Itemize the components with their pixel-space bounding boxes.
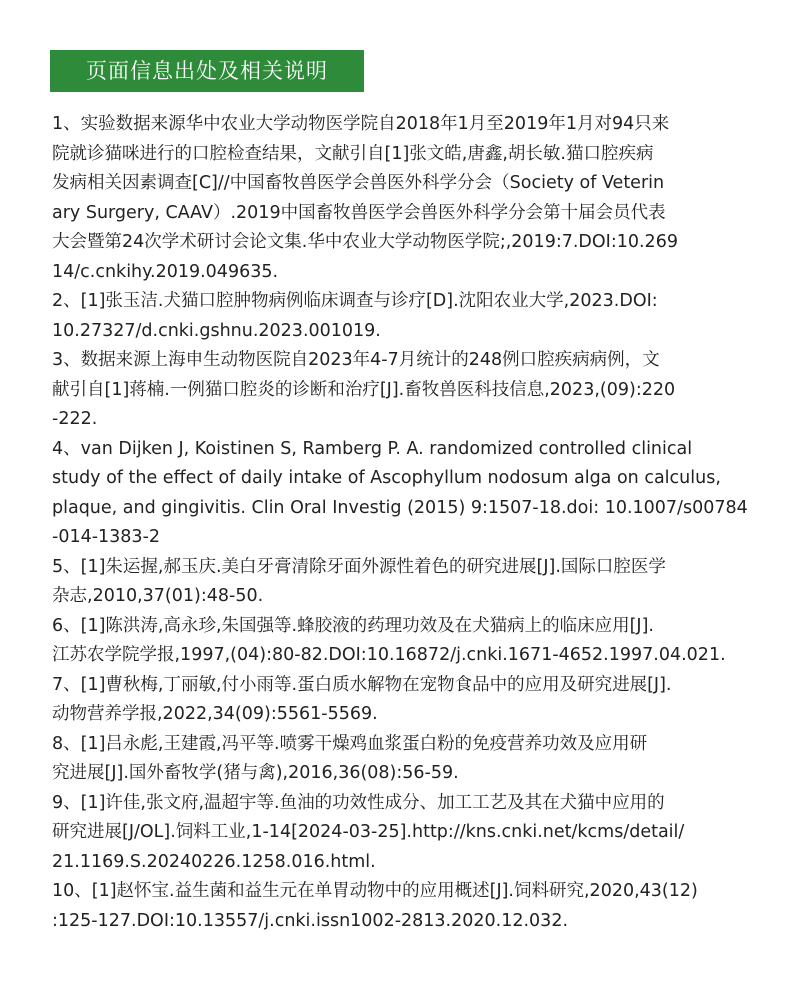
reference-line: 5、[1]朱运握,郝玉庆.美白牙膏清除牙面外源性着色的研究进展[J].国际口腔医学 xyxy=(52,556,666,577)
reference-line: 研究进展[J/OL].饲料工业,1-14[2024-03-25].http://kns.cnki.net/kcms/detail/ xyxy=(52,822,685,842)
reference-line: :125-127.DOI:10.13557/j.cnki.issn1002-2813.2020.12.032. xyxy=(52,910,569,931)
reference-item xyxy=(52,789,764,878)
reference-line: plaque, and gingivitis. Clin Oral Investig (2015) 9:1507-18.doi: 10.1007/s00784 xyxy=(52,497,748,518)
reference-line: -014-1383-2 xyxy=(52,527,161,547)
reference-item xyxy=(52,671,764,730)
reference-line: 3、数据来源上海申生动物医院自2023年4-7月统计的248例口腔疾病病例，文 xyxy=(52,350,660,370)
reference-line: 4、van Dijken J, Koistinen S, Ramberg P. A. randomized controlled clinical xyxy=(52,438,693,459)
reference-line: 究进展[J].国外畜牧学(猪与禽),2016,36(08):56-59. xyxy=(52,763,459,783)
reference-item xyxy=(52,110,764,287)
reference-line: study of the effect of daily intake of Ascophyllum nodosum alga on calculus, xyxy=(52,468,721,488)
reference-item xyxy=(52,553,764,612)
reference-line: 大会暨第24次学术研讨会论文集.华中农业大学动物医学院;,2019:7.DOI:10.269 xyxy=(52,232,678,252)
reference-line: 10、[1]赵怀宝.益生菌和益生元在单胃动物中的应用概述[J].饲料研究,2020,43(12) xyxy=(52,881,698,901)
section-title-banner: 页面信息出处及相关说明 xyxy=(50,50,364,92)
reference-line: 发病相关因素调查[C]//中国畜牧兽医学会兽医外科学分会（Society of Veterin xyxy=(52,173,665,193)
reference-item xyxy=(52,435,764,553)
reference-line: 江苏农学院学报,1997,(04):80-82.DOI:10.16872/j.cnki.1671-4652.1997.04.021. xyxy=(52,645,726,665)
reference-line: 1、实验数据来源华中农业大学动物医学院自2018年1月至2019年1月对94只来 xyxy=(52,114,670,134)
reference-line: 杂志,2010,37(01):48-50. xyxy=(52,586,264,606)
reference-line: 21.1169.S.20240226.1258.016.html. xyxy=(52,851,376,872)
reference-line: 7、[1]曹秋梅,丁丽敏,付小雨等.蛋白质水解物在宠物食品中的应用及研究进展[J]. xyxy=(52,674,672,695)
reference-item xyxy=(52,612,764,671)
reference-line: 动物营养学报,2022,34(09):5561-5569. xyxy=(52,704,378,724)
reference-line: 6、[1]陈洪涛,高永珍,朱国强等.蜂胶液的药理功效及在犬猫病上的临床应用[J]. xyxy=(52,615,654,636)
reference-line: 8、[1]吕永彪,王建霞,冯平等.喷雾干燥鸡血浆蛋白粉的免疫营养功效及应用研 xyxy=(52,733,648,754)
reference-line: 10.27327/d.cnki.gshnu.2023.001019. xyxy=(52,320,381,341)
reference-item xyxy=(52,877,764,936)
reference-line: -222. xyxy=(52,409,98,429)
reference-list xyxy=(52,110,764,936)
reference-item xyxy=(52,730,764,789)
reference-item xyxy=(52,287,764,346)
reference-line: 献引自[1]蒋楠.一例猫口腔炎的诊断和治疗[J].畜牧兽医科技信息,2023,(09):220 xyxy=(52,379,676,400)
reference-line: ary Surgery, CAAV）.2019中国畜牧兽医学会兽医外科学分会第十届会员代表 xyxy=(52,202,666,223)
reference-line: 院就诊猫咪进行的口腔检查结果，文献引自[1]张文皓,唐鑫,胡长敏.猫口腔疾病 xyxy=(52,143,654,164)
reference-line: 2、[1]张玉洁.犬猫口腔肿物病例临床调查与诊疗[D].沈阳农业大学,2023.DOI: xyxy=(52,291,658,311)
reference-item xyxy=(52,346,764,435)
reference-line: 14/c.cnkihy.2019.049635. xyxy=(52,261,279,282)
reference-line: 9、[1]许佳,张文府,温超宇等.鱼油的功效性成分、加工工艺及其在犬猫中应用的 xyxy=(52,792,665,813)
